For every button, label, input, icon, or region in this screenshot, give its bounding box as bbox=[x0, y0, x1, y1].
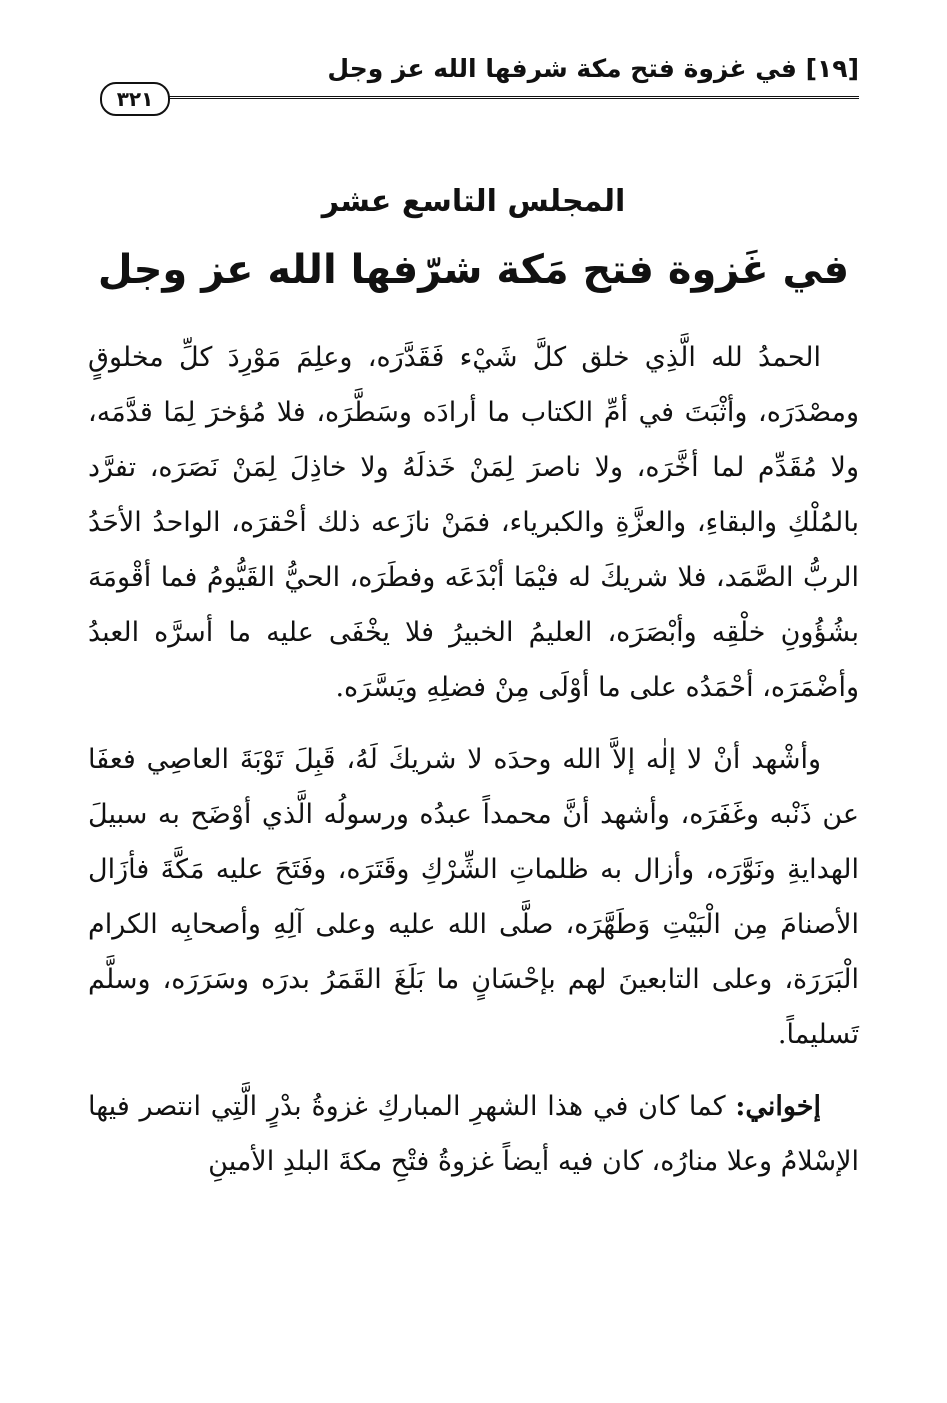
chapter-title: في غَزوة فتح مَكة شرّفها الله عز وجل bbox=[97, 247, 850, 293]
paragraph-1: الحمدُ لله الَّذِي خلق كلَّ شَيْء فَقَدَّرَه، وعلِمَ مَوْرِدَ كلِّ مخلوقٍ ومصْدَرَه، وأثْبَتَ في أمِّ الكتاب ما أرادَه وسَطَّرَه، فلا مُؤخرَ لِمَا قدَّمَه، ولا مُقَدِّم لما أخَّرَه، ولا ناصرَ لِمَنْ خَذلَهُ ولا خاذِلَ لِمَنْ نَصَرَه، تفرَّد بالمُلْكِ والبقاءِ، والعزَّةِ والكبرياء، فمَنْ نازَعه ذلك أحْقرَه، الواحدُ الأحَدُ الربُّ الصَّمَد، فلا شريكَ له فيْمَا أبْدَعَه وفطَرَه، الحيُّ القَيُّومُ فما أقْومَهَ بشُؤُونِ خلْقِه وأبْصَرَه، العليمُ الخبيرُ فلا يخْفَى عليه ما أسرَّه العبدُ وأضْمَرَه، أحْمَدُه على ما أوْلَى مِنْ فضلِهِ ويَسَّرَه. bbox=[88, 342, 859, 703]
paragraph-3-lead: إخواني: bbox=[735, 1091, 821, 1122]
running-header bbox=[100, 52, 859, 112]
header-rule bbox=[158, 96, 859, 99]
page-number: ٣٢١ bbox=[100, 82, 170, 116]
paragraph-3-text: كما كان في هذا الشهرِ المباركِ غزوةُ بدْرٍ الَّتِي انتصر فيها الإسْلامُ وعلا منارُه، كان فيه أيضاً غزوةُ فتْحِ مكةَ البلدِ الأمينِ bbox=[88, 1091, 859, 1177]
paragraph-3 bbox=[88, 1079, 859, 1189]
chapter-kicker: المجلس التاسع عشر bbox=[321, 184, 626, 219]
running-title: [١٩] في غزوة فتح مكة شرفها الله عز وجل bbox=[327, 54, 859, 83]
body-text bbox=[88, 330, 859, 1189]
paragraph-2: وأشْهد أنْ لا إلٰه إلاَّ الله وحدَه لا شريكَ لَهُ، قَبِلَ تَوْبَةَ العاصِي فعفَا عن ذَنْبه وغَفَرَه، وأشهد أنَّ محمداً عبدُه ورسولُه الَّذي أوْضَح به سبيلَ الهدايةِ ونَوَّرَه، وأزال به ظلماتِ الشِّرْكِ وقَتَرَه، وفَتَحَ عليه مَكَّةَ فأزَال الأصنامَ مِن الْبَيْتِ وَطَهَّرَه، صلَّى الله عليه وعلى آلِهِ وأصحابِه الكرام الْبَرَرَة، وعلى التابعينَ لهم بإحْسَانٍ ما بَلَغَ القَمَرُ بدرَه وسَرَرَه، وسلَّم تَسليماً. bbox=[88, 744, 859, 1050]
